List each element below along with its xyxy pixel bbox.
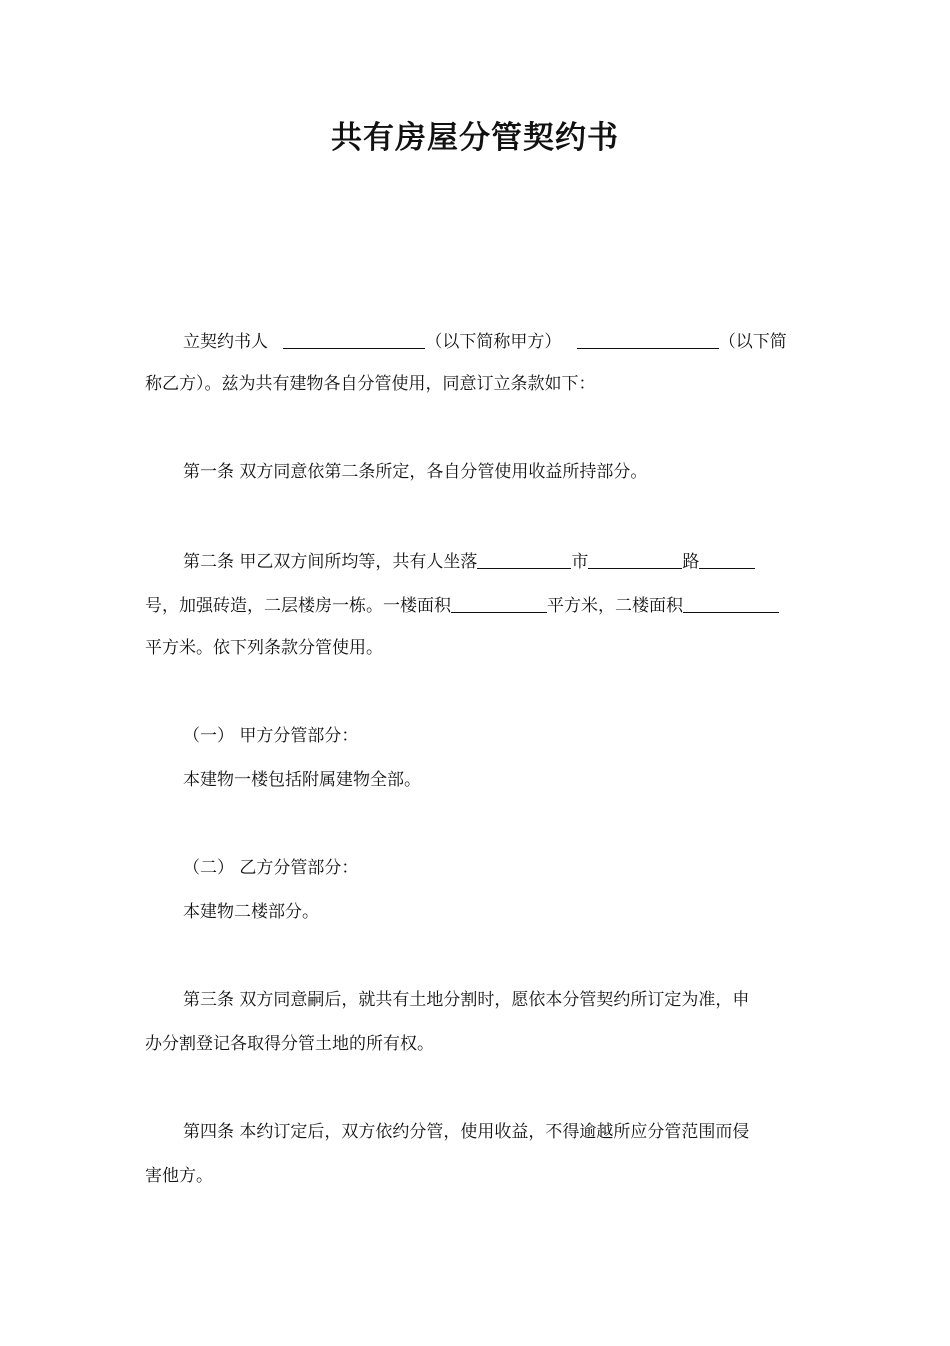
intro-line-1	[183, 328, 787, 354]
city-label: 市	[571, 552, 589, 572]
article-2-line-3: 平方米。依下列条款分管使用。	[145, 638, 383, 658]
article-2-line-1	[183, 548, 755, 574]
article-1: 第一条 双方同意依第二条所定，各自分管使用收益所持部分。	[183, 462, 648, 482]
intro-line-2: 称乙方）。兹为共有建物各自分管使用，同意订立条款如下：	[145, 374, 596, 394]
party-b-label-start: （以下简	[718, 332, 787, 352]
city-blank[interactable]	[588, 550, 682, 569]
article-4-line-2: 害他方。	[145, 1166, 213, 1186]
article-3-line-2: 办分割登记各取得分管土地的所有权。	[145, 1034, 434, 1054]
intro-lead: 立契约书人	[183, 332, 268, 352]
road-label: 路	[682, 552, 700, 572]
floor-1-area-blank[interactable]	[451, 594, 547, 613]
item-1-heading: （一） 甲方分管部分：	[183, 726, 359, 746]
item-2-body: 本建物二楼部分。	[183, 902, 319, 922]
article-3-line-1: 第三条 双方同意嗣后，就共有土地分割时，愿依本分管契约所订定为准，申	[183, 990, 750, 1010]
article-2-lead: 第二条 甲乙双方间所均等，共有人坐落	[183, 552, 478, 572]
item-1-body: 本建物一楼包括附属建物全部。	[183, 770, 421, 790]
article-2-line-2	[145, 592, 779, 618]
article-4-line-1: 第四条 本约订定后，双方依约分管，使用收益，不得逾越所应分管范围而侵	[183, 1122, 750, 1142]
road-blank[interactable]	[699, 550, 755, 569]
party-a-label: （以下简称甲方）	[425, 332, 562, 352]
party-a-blank[interactable]	[283, 330, 425, 349]
item-2-heading: （二） 乙方分管部分：	[183, 858, 359, 878]
floor-2-area-blank[interactable]	[683, 594, 779, 613]
location-blank[interactable]	[477, 550, 571, 569]
article-2-line-2-start: 号，加强砖造，二层楼房一栋。一楼面积	[145, 596, 451, 616]
party-b-blank[interactable]	[577, 330, 719, 349]
document-title: 共有房屋分管契约书	[331, 120, 619, 156]
sqm-1-label: 平方米，二楼面积	[547, 596, 683, 616]
